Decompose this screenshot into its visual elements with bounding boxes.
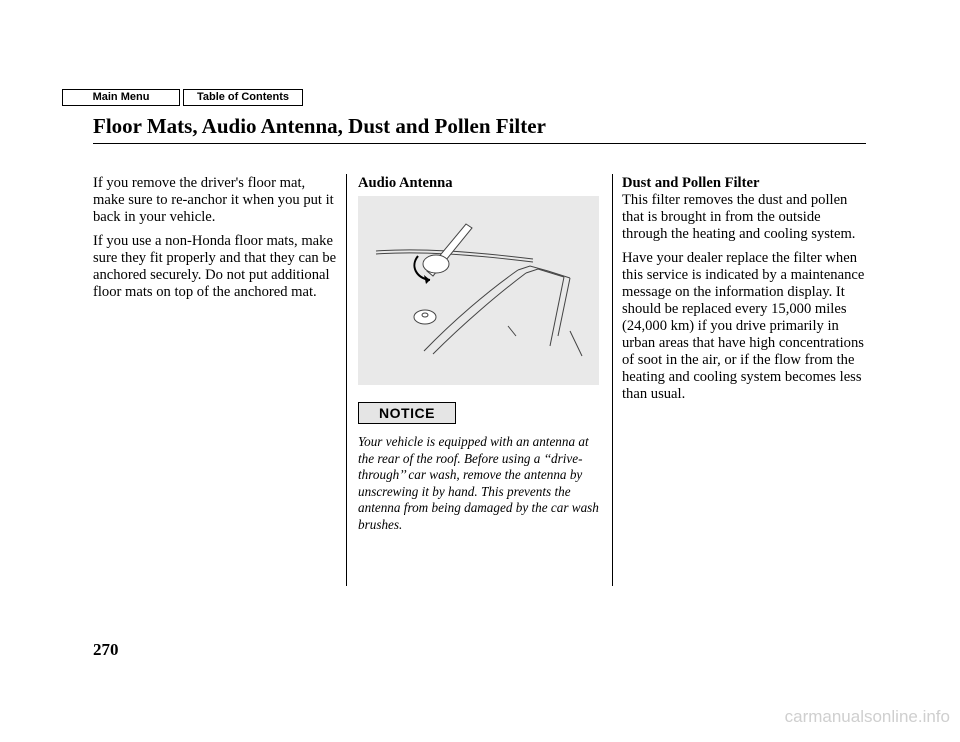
dust-filter-paragraph-2: Have your dealer replace the filter when this service is indicated by a maintenance message on the information display. It should be replaced every 15,000 miles (24,000 km) if you drive primarily in urban areas that have high concentrations of soot in the air, or if the flow from the heating and cooling system becomes less than usual.	[622, 250, 865, 402]
table-of-contents-button[interactable]: Table of Contents	[183, 89, 303, 106]
audio-antenna-column	[358, 175, 603, 533]
dust-filter-column	[622, 175, 867, 410]
dust-filter-heading: Dust and Pollen Filter	[622, 175, 760, 191]
watermark-text: carmanualsonline.info	[784, 707, 950, 726]
page-number: 270	[93, 640, 119, 659]
floor-mats-paragraph-1: If you remove the driver's floor mat, make sure to re-anchor it when you put it back in your vehicle.	[93, 175, 334, 225]
main-menu-button[interactable]: Main Menu	[62, 89, 180, 106]
antenna-diagram-icon	[358, 196, 599, 385]
audio-antenna-heading: Audio Antenna	[358, 175, 453, 191]
notice-label: NOTICE	[358, 402, 456, 424]
floor-mats-paragraph-2: If you use a non-Honda floor mats, make sure they fit properly and that they can be anchored securely. Do not put additional floor mats on top of the anchored mat.	[93, 233, 337, 300]
column-divider-right	[612, 174, 613, 586]
dust-filter-paragraph-1: This filter removes the dust and pollen that is brought in from the outside through the heating and cooling system.	[622, 192, 856, 242]
antenna-illustration	[358, 196, 599, 385]
page-title: Floor Mats, Audio Antenna, Dust and Pollen Filter	[93, 114, 546, 138]
floor-mats-column	[93, 175, 338, 308]
column-divider-left	[346, 174, 347, 586]
notice-text: Your vehicle is equipped with an antenna at the rear of the roof. Before using a ‘‘drive-through’’ car wash, remove the antenna by unscrewing it by hand. This prevents the antenna from being damaged by the car wash brushes.	[358, 434, 599, 532]
title-divider	[93, 143, 866, 144]
